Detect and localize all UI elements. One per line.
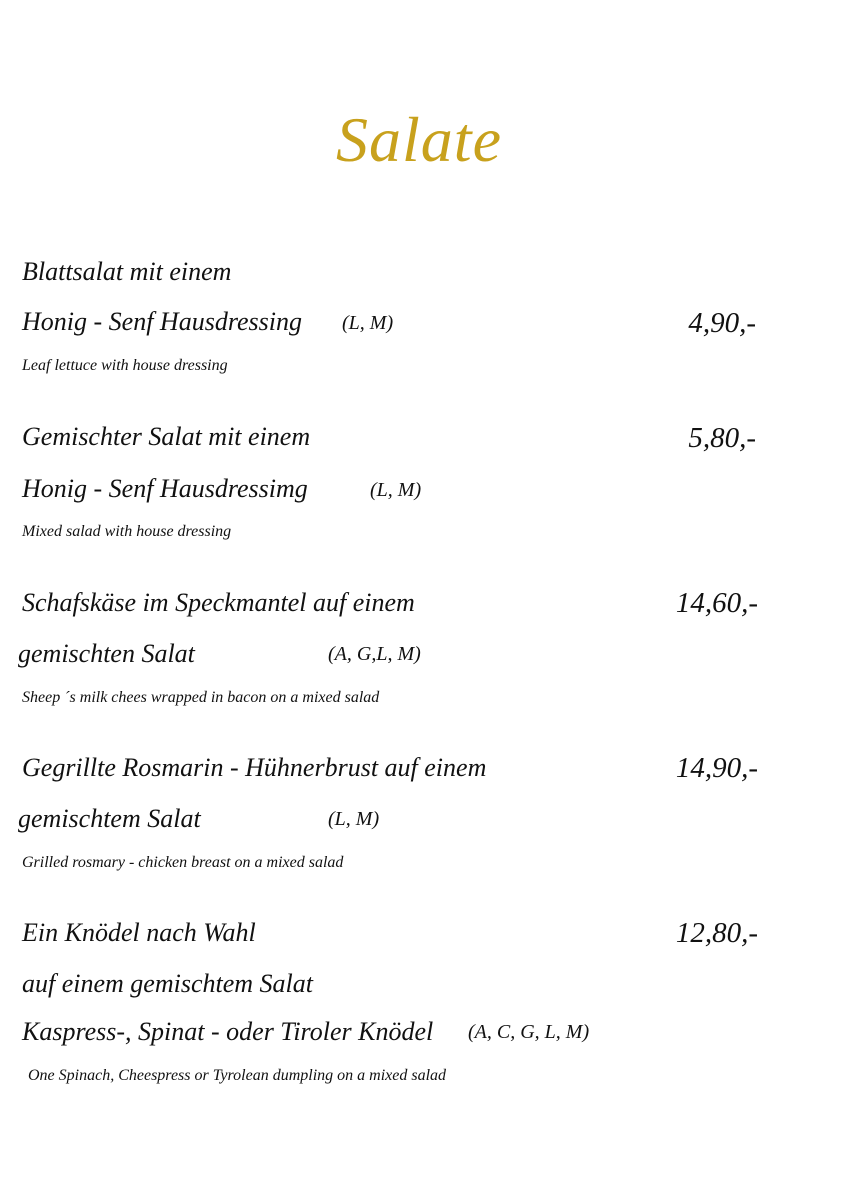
item-name-line-2: auf einem gemischtem Salat (22, 969, 313, 998)
item-name-line-2: Honig - Senf Hausdressing (22, 307, 302, 336)
item-name-line-1: Gegrillte Rosmarin - Hühnerbrust auf einem (22, 753, 487, 782)
item-english-description: Mixed salad with house dressing (22, 523, 232, 540)
item-name-line-2: Honig - Senf Hausdressimg (22, 474, 308, 503)
item-english-description: Grilled rosmary - chicken breast on a mixed salad (22, 854, 344, 871)
item-name-line-3: Kaspress-, Spinat - oder Tiroler Knödel (22, 1017, 434, 1046)
allergen-codes: (L, M) (328, 808, 380, 830)
item-name-line-1: Schafskäse im Speckmantel auf einem (22, 588, 415, 617)
item-price: 5,80,- (688, 422, 756, 454)
item-english-description: Sheep ´s milk chees wrapped in bacon on a mixed salad (22, 689, 380, 706)
allergen-codes: (A, C, G, L, M) (468, 1021, 590, 1043)
item-name-line-1: Ein Knödel nach Wahl (22, 918, 256, 947)
item-name-line-1: Blattsalat mit einem (22, 257, 232, 286)
page-title: Salate (336, 104, 502, 175)
item-name-line-1: Gemischter Salat mit einem (22, 422, 311, 451)
item-price: 14,90,- (675, 752, 758, 784)
item-price: 4,90,- (688, 307, 756, 339)
item-english-description: One Spinach, Cheespress or Tyrolean dumpling on a mixed salad (28, 1067, 447, 1084)
item-name-line-2: gemischten Salat (18, 639, 195, 668)
item-english-description: Leaf lettuce with house dressing (22, 357, 228, 374)
item-price: 14,60,- (675, 587, 758, 619)
item-name-line-2: gemischtem Salat (18, 804, 201, 833)
allergen-codes: (A, G,L, M) (328, 643, 421, 665)
allergen-codes: (L, M) (342, 312, 394, 334)
item-price: 12,80,- (675, 917, 758, 949)
allergen-codes: (L, M) (370, 479, 422, 501)
